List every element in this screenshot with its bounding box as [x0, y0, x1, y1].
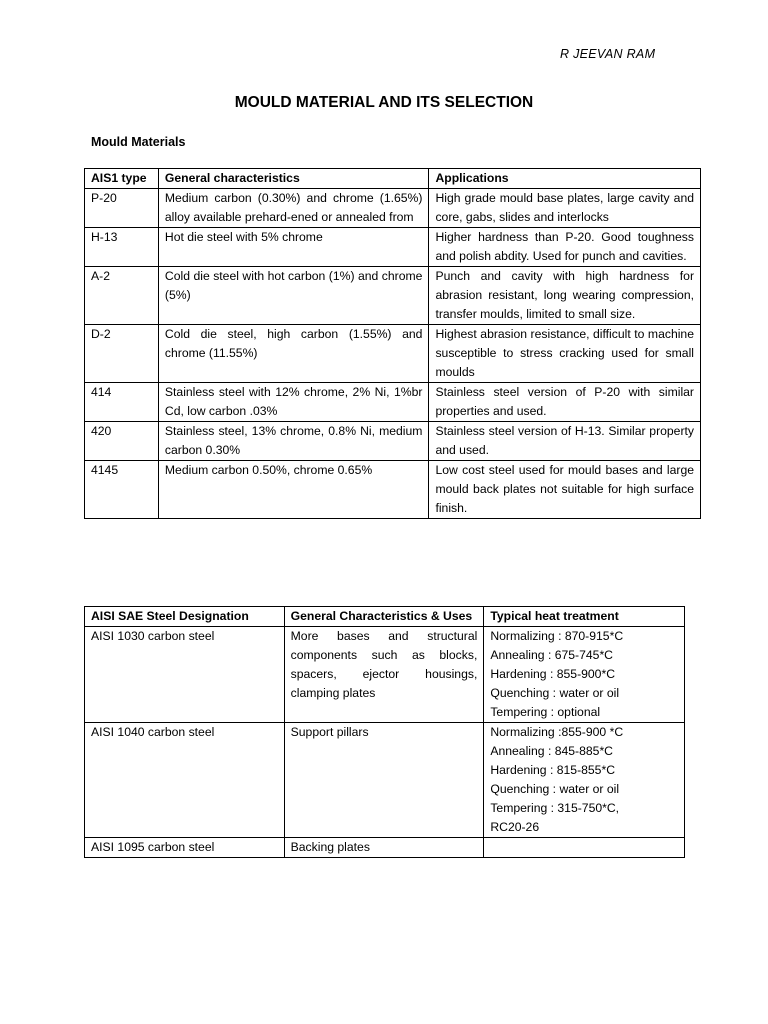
treatment-line: Quenching : water or oil — [490, 686, 620, 700]
type-cell: H-13 — [85, 228, 159, 267]
table-row — [85, 627, 685, 723]
treatment-line: RC20-26 — [490, 820, 540, 834]
characteristics-cell: Stainless steel with 12% chrome, 2% Ni, 1%br Cd, low carbon .03% — [158, 383, 429, 422]
table-row — [85, 422, 701, 461]
treatment-line: Quenching : water or oil — [490, 782, 620, 796]
heat-treatment-cell — [484, 723, 685, 838]
page-title: MOULD MATERIAL AND ITS SELECTION — [234, 94, 534, 111]
heat-treatment-cell — [484, 838, 685, 858]
table-header-row — [85, 607, 685, 627]
table-row — [85, 189, 701, 228]
type-cell: 4145 — [85, 461, 159, 519]
column-header-uses: General Characteristics & Uses — [284, 607, 484, 627]
applications-cell: Low cost steel used for mould bases and large mould back plates not suitable for high surface finish. — [429, 461, 701, 519]
treatment-line: Annealing : 675-745*C — [490, 648, 613, 662]
table-row — [85, 228, 701, 267]
column-header-type: AIS1 type — [85, 169, 159, 189]
characteristics-cell: Medium carbon (0.30%) and chrome (1.65%) alloy available prehard-ened or annealed from — [158, 189, 429, 228]
characteristics-cell: Medium carbon 0.50%, chrome 0.65% — [158, 461, 429, 519]
table-row — [85, 267, 701, 325]
table-row — [85, 325, 701, 383]
characteristics-cell: Cold die steel with hot carbon (1%) and chrome (5%) — [158, 267, 429, 325]
table-row — [85, 383, 701, 422]
table-row — [85, 723, 685, 838]
column-header-heat-treatment: Typical heat treatment — [484, 607, 685, 627]
uses-cell: Support pillars — [284, 723, 484, 838]
uses-cell: Backing plates — [284, 838, 484, 858]
table-row — [85, 838, 685, 858]
applications-cell: Stainless steel version of H-13. Similar property and used. — [429, 422, 701, 461]
column-header-designation: AISI SAE Steel Designation — [85, 607, 285, 627]
applications-cell: High grade mould base plates, large cavity and core, gabs, slides and interlocks — [429, 189, 701, 228]
designation-cell: AISI 1040 carbon steel — [85, 723, 285, 838]
treatment-line: Normalizing : 870-915*C — [490, 629, 624, 643]
characteristics-cell: Hot die steel with 5% chrome — [158, 228, 429, 267]
treatment-line: Tempering : optional — [490, 705, 601, 719]
treatment-line: Annealing : 845-885*C — [490, 744, 613, 758]
author-name: R JEEVAN RAM — [560, 47, 656, 61]
mould-materials-table — [84, 168, 701, 519]
designation-cell: AISI 1030 carbon steel — [85, 627, 285, 723]
steel-designation-table — [84, 606, 685, 858]
applications-cell: Punch and cavity with high hardness for abrasion resistant, long wearing compression, transfer moulds, limited to small size. — [429, 267, 701, 325]
treatment-line: Hardening : 815-855*C — [490, 763, 616, 777]
treatment-line: Tempering : 315-750*C, — [490, 801, 620, 815]
applications-cell: Higher hardness than P-20. Good toughness and polish abdity. Used for punch and cavities. — [429, 228, 701, 267]
applications-cell: Highest abrasion resistance, difficult to machine susceptible to stress cracking used for small moulds — [429, 325, 701, 383]
characteristics-cell: Stainless steel, 13% chrome, 0.8% Ni, medium carbon 0.30% — [158, 422, 429, 461]
type-cell: 420 — [85, 422, 159, 461]
treatment-line: Hardening : 855-900*C — [490, 667, 616, 681]
type-cell: D-2 — [85, 325, 159, 383]
characteristics-cell: Cold die steel, high carbon (1.55%) and chrome (11.55%) — [158, 325, 429, 383]
table-row — [85, 461, 701, 519]
treatment-line: Normalizing :855-900 *C — [490, 725, 624, 739]
column-header-characteristics: General characteristics — [158, 169, 429, 189]
table-header-row — [85, 169, 701, 189]
section-heading: Mould Materials — [91, 135, 186, 149]
type-cell: 414 — [85, 383, 159, 422]
designation-cell: AISI 1095 carbon steel — [85, 838, 285, 858]
column-header-applications: Applications — [429, 169, 701, 189]
uses-cell: More bases and structural components such as blocks, spacers, ejector housings, clamping plates — [284, 627, 484, 723]
applications-cell: Stainless steel version of P-20 with similar properties and used. — [429, 383, 701, 422]
heat-treatment-cell — [484, 627, 685, 723]
type-cell: A-2 — [85, 267, 159, 325]
type-cell: P-20 — [85, 189, 159, 228]
